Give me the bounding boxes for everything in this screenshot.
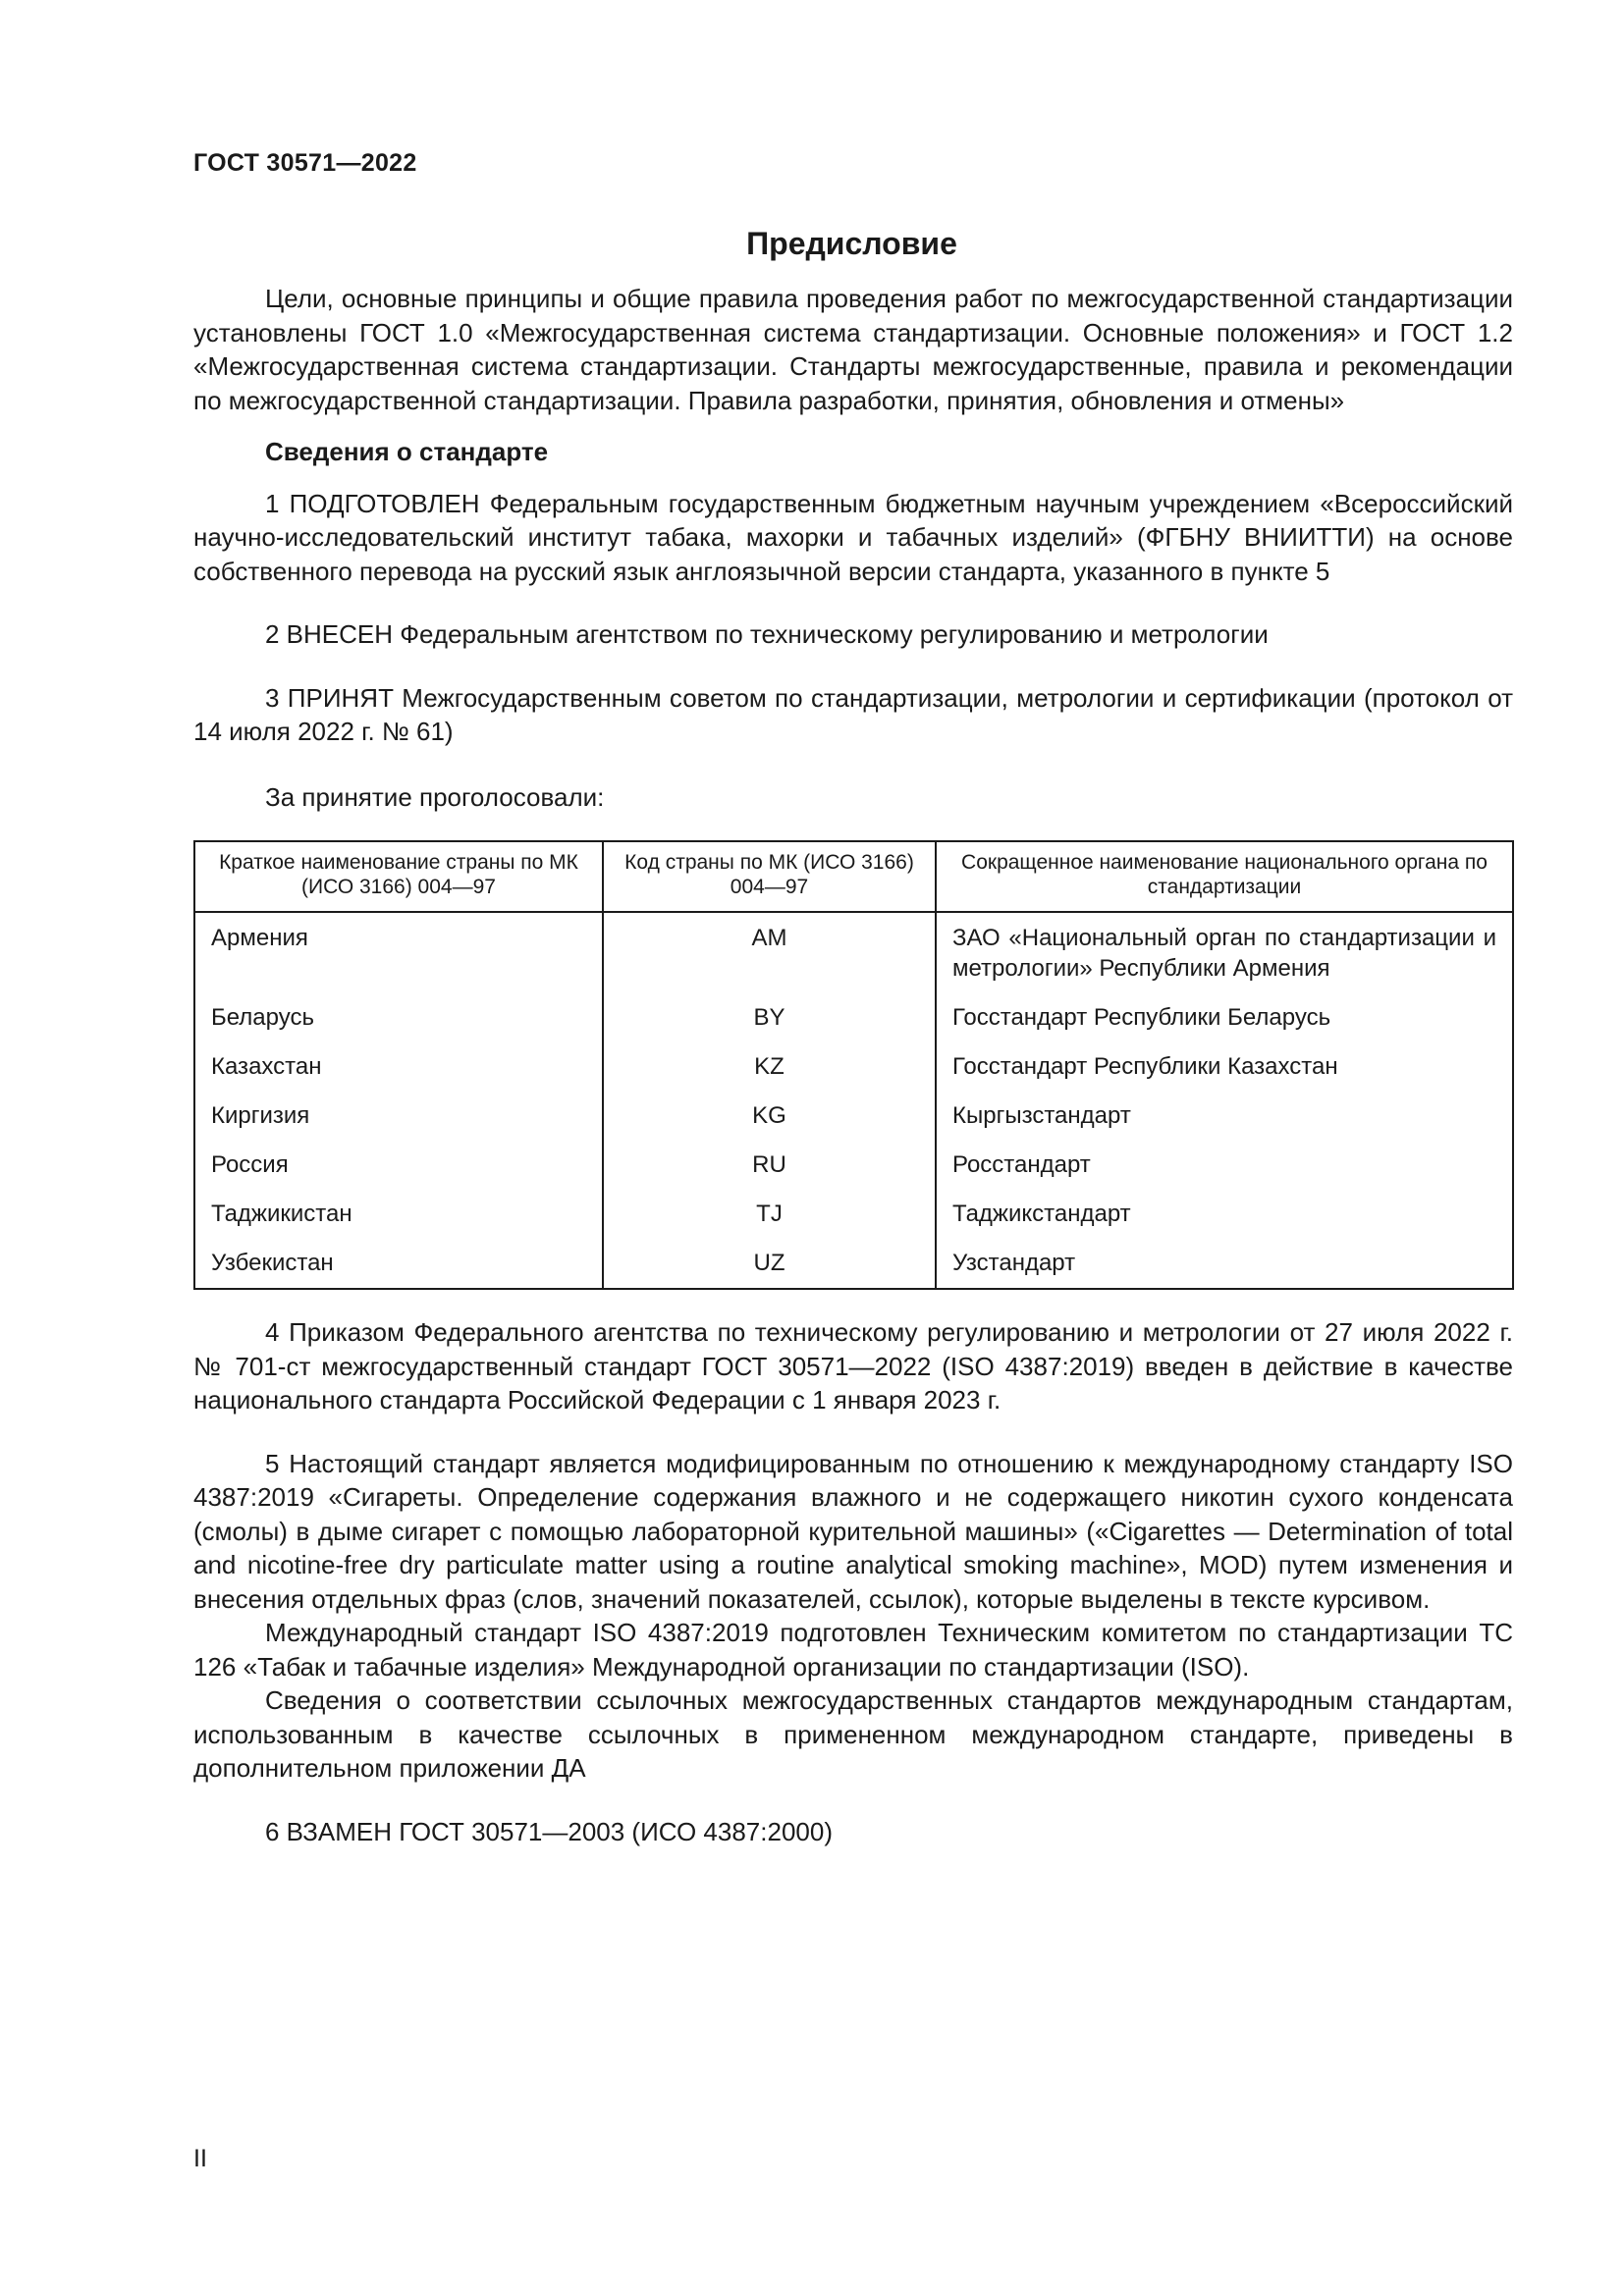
country-code-cell: KZ: [603, 1048, 936, 1097]
national-body-cell: Таджикстандарт: [936, 1196, 1513, 1245]
table-row: [194, 999, 1513, 1048]
country-cell: Беларусь: [194, 999, 603, 1048]
item-4-order: 4 Приказом Федерального агентства по техническому регулированию и метрологии от 27 июля 2022 г. № 701-ст межгосударственный стандарт ГОСТ 30571—2022 (ISO 4387:2019) введен в действие в качестве национального стандарта Российской Федерации с 1 января 2023 г.: [193, 1317, 1513, 1415]
item-2-introduced: 2 ВНЕСЕН Федеральным агентством по техническому регулированию и метрологии: [265, 619, 1269, 649]
country-cell: Узбекистан: [194, 1245, 603, 1289]
table-row: [194, 1196, 1513, 1245]
country-cell: Казахстан: [194, 1048, 603, 1097]
country-cell: Киргизия: [194, 1097, 603, 1147]
national-body-cell: Росстандарт: [936, 1147, 1513, 1196]
country-code-cell: RU: [603, 1147, 936, 1196]
column-header-code: Код страны по МК (ИСО 3166) 004—97: [603, 841, 936, 912]
country-cell: Таджикистан: [194, 1196, 603, 1245]
national-body-cell: Кыргызстандарт: [936, 1097, 1513, 1147]
national-body-cell: Госстандарт Республики Беларусь: [936, 999, 1513, 1048]
country-code-cell: TJ: [603, 1196, 936, 1245]
country-cell: Россия: [194, 1147, 603, 1196]
item-1-prepared: 1 ПОДГОТОВЛЕН Федеральным государственным бюджетным научным учреждением «Всероссийский научно-исследовательский институт табака, махорки и табачных изделий» (ФГБНУ ВНИИТТИ) на основе собственного перевода на русский язык англоязычной версии стандарта, указанного в пункте 5: [193, 488, 1513, 586]
standard-info-heading: Сведения о стандарте: [265, 437, 549, 466]
foreword-body: [193, 282, 1513, 1848]
table-row: [194, 912, 1513, 999]
column-header-national-body: Сокращенное наименование национального органа по стандартизации: [936, 841, 1513, 912]
table-row: [194, 1097, 1513, 1147]
votes-table: [193, 840, 1514, 1290]
foreword-title: Предисловие: [746, 226, 957, 261]
votes-table-body: [194, 912, 1513, 1289]
table-row: [194, 1245, 1513, 1289]
country-code-cell: BY: [603, 999, 936, 1048]
national-body-cell: Узстандарт: [936, 1245, 1513, 1289]
page-number: II: [193, 2145, 207, 2172]
country-code-cell: KG: [603, 1097, 936, 1147]
table-row: [194, 1147, 1513, 1196]
item-6-replaces: 6 ВЗАМЕН ГОСТ 30571—2003 (ИСО 4387:2000): [265, 1816, 833, 1846]
item-5-modification: 5 Настоящий стандарт является модифицированным по отношению к международному стандарту ISO 4387:2019 «Сигареты. Определение содержания влажного и не содержащего никотин сухого конденсата (смолы) в дыме сигарет с помощью лабораторной курительной машины» («Cigarettes — Determination of total and nicotine-free dry particulate matter using a routine analytical smoking machine», MOD) путем изменения и внесения отдельных фраз (слов, значений показателей, ссылок), которые выделены в тексте курсивом.: [193, 1448, 1513, 1614]
national-body-cell: Госстандарт Республики Казахстан: [936, 1048, 1513, 1097]
table-row: [194, 1048, 1513, 1097]
item-5-references-note: Сведения о соответствии ссылочных межгосударственных стандартов международным стандартам, использованным в качестве ссылочных в примененном международном стандарте, приведены в дополнительном приложении ДА: [193, 1685, 1513, 1783]
national-body-cell: ЗАО «Национальный орган по стандартизации и метрологии» Республики Армения: [936, 912, 1513, 999]
document-designation: ГОСТ 30571—2022: [193, 149, 417, 177]
votes-intro: За принятие проголосовали:: [265, 781, 605, 812]
country-code-cell: AM: [603, 912, 936, 999]
foreword-intro: Цели, основные принципы и общие правила проведения работ по межгосударственной стандартизации установлены ГОСТ 1.0 «Межгосударственная система стандартизации. Основные положения» и ГОСТ 1.2 «Межгосударственная система стандартизации. Стандарты межгосударственные, правила и рекомендации по межгосударственной стандартизации. Правила разработки, принятия, обновления и отмены»: [193, 284, 1513, 415]
country-cell: Армения: [194, 912, 603, 999]
item-3-adopted: 3 ПРИНЯТ Межгосударственным советом по стандартизации, метрологии и сертификации (протокол от 14 июля 2022 г. № 61): [193, 682, 1513, 746]
country-code-cell: UZ: [603, 1245, 936, 1289]
item-5-iso-origin: Международный стандарт ISO 4387:2019 подготовлен Техническим комитетом по стандартизации ТС 126 «Табак и табачные изделия» Международной организации по стандартизации (ISO).: [193, 1618, 1513, 1682]
column-header-country: Краткое наименование страны по МК (ИСО 3166) 004—97: [194, 841, 603, 912]
votes-table-header-row: [194, 841, 1513, 912]
